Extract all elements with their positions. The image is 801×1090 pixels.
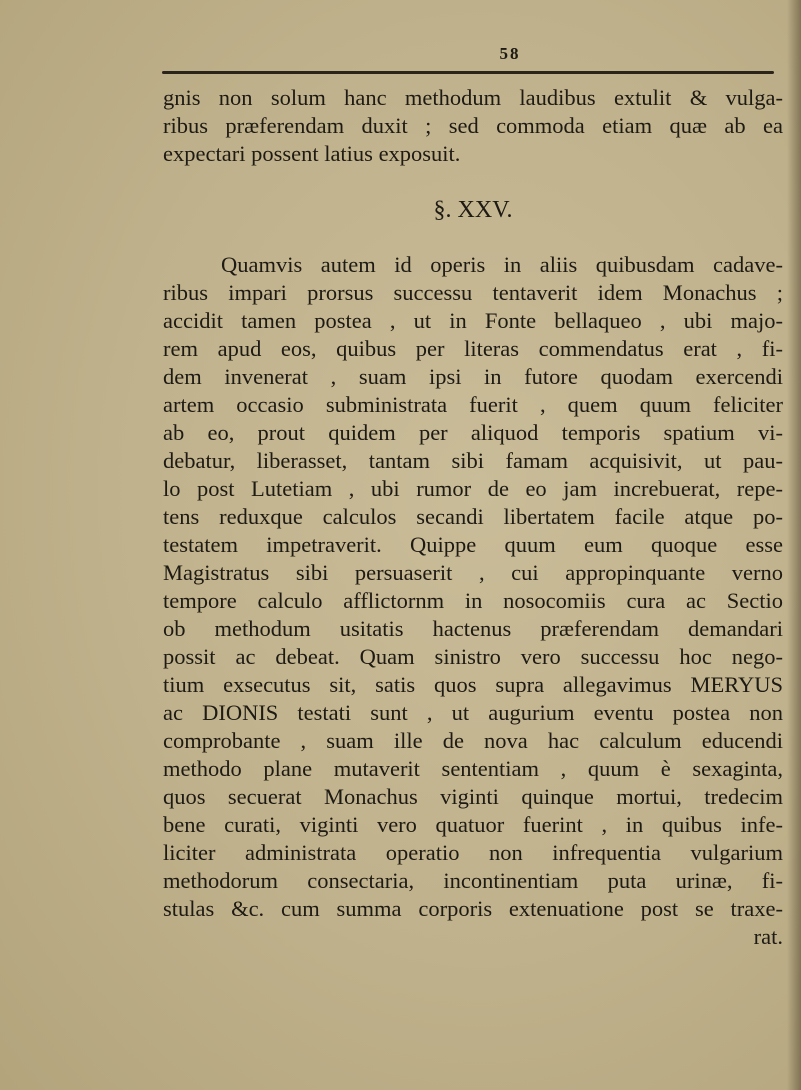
text-line: stulas &c. cum summa corporis extenuatione post se traxe- [163,896,783,921]
page-gutter-shadow [787,0,801,1090]
section-heading: §. XXV. [433,197,513,223]
text-line: rat. [753,924,783,949]
text-line: liciter administrata operatio non infrequentia vulgarium [163,840,783,865]
text-line: expectari possent latius exposuit. [163,141,461,166]
text-line: ab eo, prout quidem per aliquod temporis spatium vi- [163,420,783,445]
text-line: ob methodum usitatis hactenus præferendam demandari [163,616,783,641]
text-line: bene curati, viginti vero quatuor fuerint , in quibus infe- [163,812,783,837]
text-line: accidit tamen postea , ut in Fonte bellaqueo , ubi majo- [163,308,783,333]
page-number-header: 58 [499,44,521,63]
text-line: ribus impari prorsus successu tentaverit idem Monachus ; [163,280,783,305]
text-line: methodo plane mutaverit sententiam , quum è sexaginta, [163,756,783,781]
text-line: Quamvis autem id operis in aliis quibusdam cadave- [221,252,783,277]
text-line: dem invenerat , suam ipsi in futore quodam exercendi [163,364,783,389]
text-line: comprobante , suam ille de nova hac calculum educendi [163,728,783,753]
header-rule [162,71,774,74]
text-line: methodorum consectaria, incontinentiam puta urinæ, fi- [163,868,783,893]
text-line: tens reduxque calculos secandi libertatem facile atque po- [163,504,783,529]
text-line: tempore calculo afflictornm in nosocomiis cura ac Sectio [163,588,783,613]
text-line: lo post Lutetiam , ubi rumor de eo jam increbuerat, repe- [163,476,783,501]
text-line: debatur, liberasset, tantam sibi famam acquisivit, ut pau- [163,448,783,473]
text-line: tium exsecutus sit, satis quos supra allegavimus MERYUS [163,672,783,697]
text-line: Magistratus sibi persuaserit , cui appropinquante verno [163,560,783,585]
text-line: possit ac debeat. Quam sinistro vero successu hoc nego- [163,644,783,669]
text-line: rem apud eos, quibus per literas commendatus erat , fi- [163,336,783,361]
text-line: artem occasio subministrata fuerit , quem quum feliciter [163,392,783,417]
text-line: quos secuerat Monachus viginti quinque mortui, tredecim [163,784,783,809]
body-paragraph [163,251,783,951]
text-line: gnis non solum hanc methodum laudibus extulit & vulga- [163,85,783,110]
intro-paragraph [163,84,783,168]
text-line: ac DIONIS testati sunt , ut augurium eventu postea non [163,700,783,725]
text-line: testatem impetraverit. Quippe quum eum quoque esse [163,532,783,557]
text-line: ribus præferendam duxit ; sed commoda etiam quæ ab ea [163,113,783,138]
